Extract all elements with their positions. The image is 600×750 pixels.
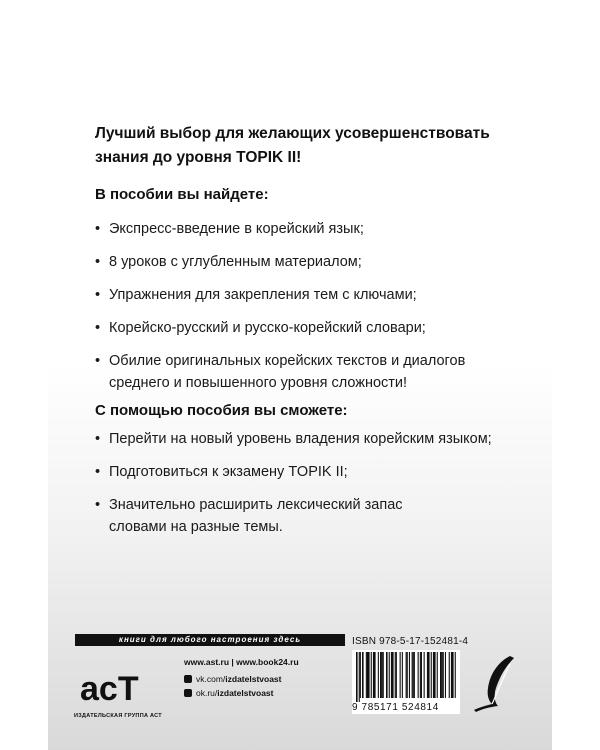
barcode-bar (371, 652, 372, 698)
website-links[interactable]: www.ast.ru | www.book24.ru (184, 657, 299, 667)
barcode-bar (409, 652, 410, 698)
section-2-list (95, 428, 535, 549)
barcode-bar (374, 652, 376, 698)
publisher-logo (78, 656, 168, 708)
barcode-bar (455, 652, 456, 698)
barcode-bar (362, 652, 364, 698)
list-item-text: Обилие оригинальных корейских текстов и диалогов (109, 353, 466, 369)
barcode-bar (452, 652, 454, 698)
list-item-text: среднего и повышенного уровня сложности! (109, 375, 408, 391)
barcode-bar (368, 652, 370, 698)
barcode-bar (378, 652, 379, 698)
vk-link[interactable] (184, 674, 299, 684)
bullet: • (95, 287, 101, 303)
list-item (95, 317, 535, 339)
barcode-bar (359, 652, 360, 702)
barcode-bar (451, 652, 452, 698)
publisher-links (184, 657, 299, 702)
bullet: • (95, 320, 101, 336)
ok-handle: izdatelstvoast (217, 688, 274, 698)
bullet: • (95, 353, 101, 369)
list-item-text: Экспресс-введение в корейский язык; (109, 221, 364, 237)
barcode-bar (428, 652, 430, 698)
barcode-bar (445, 652, 446, 698)
section-1-list (95, 218, 535, 405)
barcode-bar (391, 652, 392, 698)
barcode-bar (434, 652, 436, 698)
barcode-bar (386, 652, 388, 698)
barcode-bar (395, 652, 396, 698)
list-item (95, 494, 535, 538)
barcode-bar (421, 652, 422, 698)
barcode-bar (406, 652, 407, 698)
list-item (95, 461, 535, 483)
barcode-bar (380, 652, 382, 698)
barcode-bar (400, 652, 401, 698)
barcode-bar (437, 652, 438, 698)
barcode-bar (392, 652, 394, 698)
list-item-text: 8 уроков с углубленным материалом; (109, 254, 362, 270)
barcode-bar (440, 652, 442, 698)
vk-icon (184, 675, 192, 683)
barcode-bar (427, 652, 428, 698)
barcode-bar (402, 652, 403, 698)
list-item (95, 350, 535, 394)
list-item-text: Значительно расширить лексический запас (109, 497, 403, 513)
list-item (95, 284, 535, 306)
bullet: • (95, 221, 101, 237)
barcode-bar (356, 652, 358, 702)
logo-text: acT (80, 670, 139, 708)
barcode-bar (396, 652, 397, 698)
vk-handle: izdatelstvoast (225, 674, 282, 684)
barcode-bar (373, 652, 374, 698)
list-item (95, 251, 535, 273)
barcode-digits: 9 785171 524814 (352, 702, 439, 713)
barcode-bar (389, 652, 390, 698)
list-item-text: словами на разные темы. (109, 519, 283, 535)
section-1-title: В пособии вы найдете: (95, 186, 269, 203)
barcode-bar (431, 652, 432, 698)
headline (95, 122, 535, 170)
barcode-bar (412, 652, 413, 698)
ok-prefix: ok.ru/ (196, 688, 218, 698)
barcode (356, 652, 456, 702)
section-2-title: С помощью пособия вы сможете: (95, 402, 348, 419)
list-item (95, 428, 535, 450)
list-item-text: Корейско-русский и русско-корейский словари; (109, 320, 426, 336)
barcode-frame (352, 650, 460, 714)
isbn-block (352, 636, 527, 714)
barcode-bar (443, 652, 444, 698)
barcode-bar (360, 652, 361, 698)
ok-icon (184, 689, 192, 697)
barcode-bar (424, 652, 425, 698)
bullet: • (95, 254, 101, 270)
vk-prefix: vk.com/ (196, 674, 226, 684)
tagline-bar: книги для любого настроения здесь (75, 634, 345, 646)
bullet: • (95, 464, 101, 480)
barcode-bar (413, 652, 414, 698)
barcode-bar (407, 652, 408, 698)
headline-line-1: Лучший выбор для желающих усовершенствовать (95, 125, 490, 142)
quill-icon (470, 654, 518, 712)
isbn-label: ISBN 978-5-17-152481-4 (352, 636, 469, 647)
barcode-bar (414, 652, 415, 698)
bullet: • (95, 431, 101, 447)
barcode-bar (420, 652, 421, 698)
barcode-bar (367, 652, 368, 698)
barcode-bar (366, 652, 367, 698)
list-item-text: Упражнения для закрепления тем с ключами; (109, 287, 417, 303)
list-item-text: Подготовиться к экзамену TOPIK II; (109, 464, 348, 480)
publisher-name: ИЗДАТЕЛЬСКАЯ ГРУППА АСТ (74, 713, 162, 719)
barcode-bar (383, 652, 384, 698)
bullet: • (95, 497, 101, 513)
barcode-bar (433, 652, 434, 698)
list-item-text: Перейти на новый уровень владения корейским языком; (109, 431, 492, 447)
ok-link[interactable] (184, 688, 299, 698)
barcode-bar (449, 652, 450, 698)
barcode-bar (442, 652, 443, 698)
headline-line-2: знания до уровня TOPIK II! (95, 149, 302, 166)
barcode-bar (382, 652, 383, 698)
barcode-bar (418, 652, 419, 698)
list-item (95, 218, 535, 240)
